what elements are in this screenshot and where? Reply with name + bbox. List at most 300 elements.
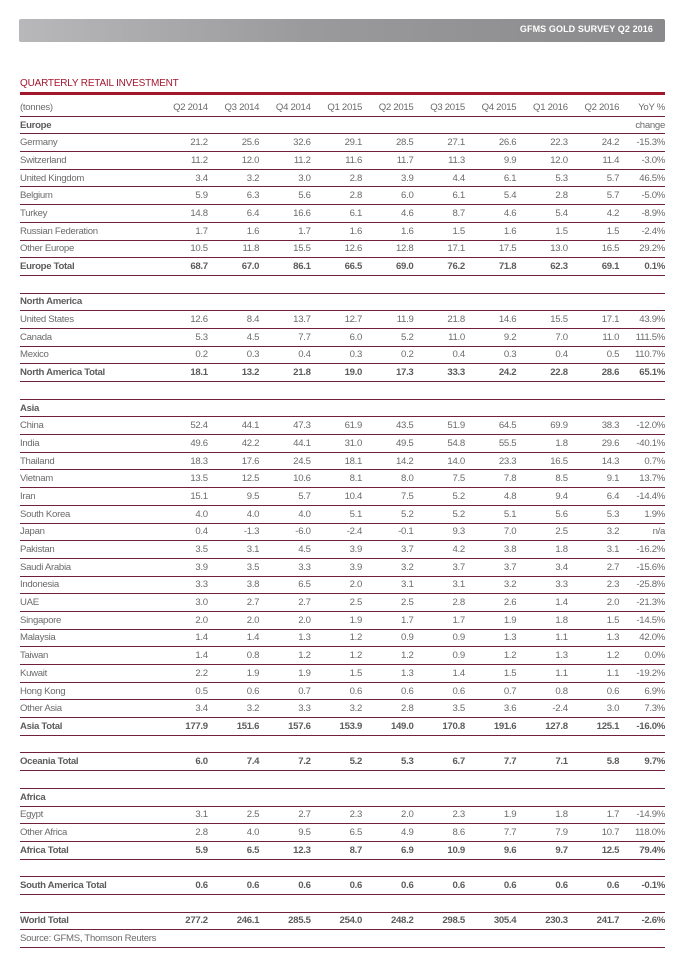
- row-label: North America Total: [20, 364, 156, 382]
- value-cell: 12.6: [311, 240, 362, 258]
- value-cell: 15.1: [156, 488, 207, 506]
- value-cell: 1.7: [413, 611, 464, 629]
- value-cell: 33.3: [413, 364, 464, 382]
- value-cell: 6.0: [362, 187, 413, 205]
- row-label: Vietnam: [20, 470, 156, 488]
- value-cell: 1.2: [362, 647, 413, 665]
- value-cell: 2.8: [516, 187, 567, 205]
- value-cell: 0.4: [413, 346, 464, 364]
- value-cell: 1.3: [568, 629, 619, 647]
- table-row: [20, 541, 665, 559]
- value-cell: 1.7: [259, 222, 310, 240]
- row-label: Other Asia: [20, 700, 156, 718]
- value-cell: 5.8: [568, 753, 619, 771]
- value-cell: 5.2: [413, 505, 464, 523]
- table-row: [20, 558, 665, 576]
- value-cell: 2.8: [413, 594, 464, 612]
- value-cell: 4.5: [259, 541, 310, 559]
- value-cell: 5.1: [311, 505, 362, 523]
- empty-cell: [208, 788, 259, 806]
- value-cell: 3.5: [413, 700, 464, 718]
- value-cell: 5.7: [568, 187, 619, 205]
- value-cell: 44.1: [259, 435, 310, 453]
- value-cell: 5.2: [362, 505, 413, 523]
- empty-cell: [619, 788, 665, 806]
- row-label: Russian Federation: [20, 222, 156, 240]
- value-cell: 3.9: [156, 558, 207, 576]
- value-cell: 1.6: [362, 222, 413, 240]
- unit-label: (tonnes): [20, 99, 156, 116]
- yoy-cell: -16.0%: [619, 718, 665, 736]
- value-cell: 6.5: [311, 824, 362, 842]
- value-cell: 3.4: [516, 558, 567, 576]
- value-cell: 0.3: [208, 346, 259, 364]
- row-label: Asia Total: [20, 718, 156, 736]
- value-cell: 1.4: [208, 629, 259, 647]
- value-cell: 17.1: [413, 240, 464, 258]
- value-cell: 8.7: [413, 205, 464, 223]
- value-cell: 2.7: [568, 558, 619, 576]
- table-row: [20, 824, 665, 842]
- value-cell: 3.9: [311, 541, 362, 559]
- value-cell: 1.1: [516, 665, 567, 683]
- empty-cell: [208, 116, 259, 134]
- empty-cell: [259, 293, 310, 311]
- row-label: Singapore: [20, 611, 156, 629]
- value-cell: 8.7: [311, 841, 362, 859]
- value-cell: 8.1: [311, 470, 362, 488]
- table-row: [20, 505, 665, 523]
- value-cell: 1.2: [465, 647, 516, 665]
- empty-cell: [259, 116, 310, 134]
- value-cell: 7.0: [465, 523, 516, 541]
- value-cell: 2.3: [568, 576, 619, 594]
- column-header: Q4 2014: [259, 99, 310, 116]
- value-cell: 12.5: [208, 470, 259, 488]
- empty-cell: [311, 293, 362, 311]
- value-cell: 1.1: [516, 629, 567, 647]
- column-header: Q4 2015: [465, 99, 516, 116]
- yoy-cell: -14.5%: [619, 611, 665, 629]
- value-cell: 2.6: [465, 594, 516, 612]
- yoy-cell: -5.0%: [619, 187, 665, 205]
- value-cell: 5.6: [516, 505, 567, 523]
- value-cell: 1.3: [259, 629, 310, 647]
- value-cell: 22.3: [516, 134, 567, 152]
- empty-cell: [516, 293, 567, 311]
- empty-cell: [619, 293, 665, 311]
- value-cell: 0.7: [259, 682, 310, 700]
- value-cell: 31.0: [311, 435, 362, 453]
- yoy-cell: 118.0%: [619, 824, 665, 842]
- value-cell: 5.3: [568, 505, 619, 523]
- column-header: Q2 2015: [362, 99, 413, 116]
- empty-cell: [362, 788, 413, 806]
- value-cell: 0.6: [465, 877, 516, 895]
- value-cell: 0.5: [568, 346, 619, 364]
- value-cell: 1.5: [516, 222, 567, 240]
- table-row: [20, 152, 665, 170]
- spacer-row: [20, 735, 665, 753]
- value-cell: 49.6: [156, 435, 207, 453]
- empty-cell: [465, 116, 516, 134]
- value-cell: 1.6: [208, 222, 259, 240]
- empty-cell: [568, 788, 619, 806]
- value-cell: 1.8: [516, 611, 567, 629]
- row-label: South Korea: [20, 505, 156, 523]
- region-label: Asia: [20, 399, 156, 417]
- empty-cell: [516, 116, 567, 134]
- value-cell: 1.8: [516, 435, 567, 453]
- value-cell: 3.6: [465, 700, 516, 718]
- value-cell: 3.0: [156, 594, 207, 612]
- value-cell: 4.4: [413, 169, 464, 187]
- yoy-cell: -21.3%: [619, 594, 665, 612]
- spacer-cell: [20, 894, 665, 912]
- region-label: Africa: [20, 788, 156, 806]
- value-cell: 68.7: [156, 258, 207, 276]
- value-cell: 66.5: [311, 258, 362, 276]
- table-row: [20, 647, 665, 665]
- value-cell: 11.9: [362, 311, 413, 329]
- empty-cell: [516, 399, 567, 417]
- value-cell: 11.0: [568, 328, 619, 346]
- value-cell: 1.3: [362, 665, 413, 683]
- value-cell: 11.4: [568, 152, 619, 170]
- value-cell: 0.3: [311, 346, 362, 364]
- spacer-cell: [20, 771, 665, 789]
- empty-cell: [362, 399, 413, 417]
- value-cell: 16.6: [259, 205, 310, 223]
- value-cell: 0.6: [413, 682, 464, 700]
- world-total-row: [20, 912, 665, 930]
- empty-cell: [311, 788, 362, 806]
- value-cell: 7.9: [516, 824, 567, 842]
- value-cell: 1.5: [568, 611, 619, 629]
- value-cell: 241.7: [568, 912, 619, 930]
- yoy-subheader: change: [619, 116, 665, 134]
- value-cell: 3.5: [208, 558, 259, 576]
- row-label: Saudi Arabia: [20, 558, 156, 576]
- row-label: Africa Total: [20, 841, 156, 859]
- value-cell: 17.3: [362, 364, 413, 382]
- header-banner: [19, 19, 665, 42]
- value-cell: 1.6: [311, 222, 362, 240]
- value-cell: 1.2: [568, 647, 619, 665]
- value-cell: 3.1: [568, 541, 619, 559]
- value-cell: 1.7: [156, 222, 207, 240]
- yoy-cell: 46.5%: [619, 169, 665, 187]
- value-cell: 55.5: [465, 435, 516, 453]
- yoy-cell: 1.9%: [619, 505, 665, 523]
- value-cell: 1.2: [311, 647, 362, 665]
- value-cell: 11.0: [413, 328, 464, 346]
- value-cell: 69.9: [516, 417, 567, 435]
- oceania-total-row: [20, 753, 665, 771]
- value-cell: 3.7: [465, 558, 516, 576]
- value-cell: 21.2: [156, 134, 207, 152]
- yoy-cell: -14.9%: [619, 806, 665, 824]
- value-cell: 285.5: [259, 912, 310, 930]
- value-cell: 69.1: [568, 258, 619, 276]
- value-cell: 14.0: [413, 452, 464, 470]
- value-cell: 61.9: [311, 417, 362, 435]
- spacer-row: [20, 771, 665, 789]
- value-cell: 0.5: [156, 682, 207, 700]
- empty-cell: [619, 399, 665, 417]
- value-cell: 10.4: [311, 488, 362, 506]
- value-cell: 3.2: [568, 523, 619, 541]
- value-cell: 76.2: [413, 258, 464, 276]
- row-label: Other Europe: [20, 240, 156, 258]
- value-cell: 16.5: [516, 452, 567, 470]
- yoy-cell: -15.6%: [619, 558, 665, 576]
- row-label: Canada: [20, 328, 156, 346]
- value-cell: 0.2: [156, 346, 207, 364]
- yoy-cell: -14.4%: [619, 488, 665, 506]
- value-cell: 3.7: [362, 541, 413, 559]
- value-cell: 2.5: [311, 594, 362, 612]
- value-cell: 3.3: [516, 576, 567, 594]
- value-cell: 24.2: [465, 364, 516, 382]
- value-cell: 1.4: [156, 647, 207, 665]
- value-cell: 1.5: [311, 665, 362, 683]
- spacer-row: [20, 894, 665, 912]
- value-cell: 277.2: [156, 912, 207, 930]
- empty-cell: [156, 116, 207, 134]
- yoy-cell: -12.0%: [619, 417, 665, 435]
- value-cell: 1.4: [413, 665, 464, 683]
- value-cell: 2.0: [208, 611, 259, 629]
- value-cell: -0.1: [362, 523, 413, 541]
- value-cell: 6.9: [362, 841, 413, 859]
- value-cell: 1.9: [259, 665, 310, 683]
- value-cell: 28.5: [362, 134, 413, 152]
- yoy-cell: 42.0%: [619, 629, 665, 647]
- value-cell: 11.8: [208, 240, 259, 258]
- empty-cell: [311, 399, 362, 417]
- value-cell: 3.3: [259, 558, 310, 576]
- empty-cell: [465, 399, 516, 417]
- source-row: [20, 930, 665, 948]
- value-cell: 43.5: [362, 417, 413, 435]
- value-cell: 2.5: [516, 523, 567, 541]
- value-cell: 0.6: [311, 877, 362, 895]
- row-label: India: [20, 435, 156, 453]
- row-label: Malaysia: [20, 629, 156, 647]
- spacer-row: [20, 275, 665, 293]
- row-label: Egypt: [20, 806, 156, 824]
- value-cell: 27.1: [413, 134, 464, 152]
- table-row: [20, 311, 665, 329]
- empty-cell: [465, 293, 516, 311]
- report-title: GFMS GOLD SURVEY Q2 2016: [519, 24, 653, 34]
- value-cell: 10.5: [156, 240, 207, 258]
- region-header-asia: [20, 399, 665, 417]
- value-cell: 6.3: [208, 187, 259, 205]
- value-cell: 3.1: [208, 541, 259, 559]
- value-cell: 1.4: [156, 629, 207, 647]
- value-cell: 230.3: [516, 912, 567, 930]
- value-cell: 6.5: [208, 841, 259, 859]
- value-cell: 13.5: [156, 470, 207, 488]
- row-label: Iran: [20, 488, 156, 506]
- yoy-cell: 0.7%: [619, 452, 665, 470]
- value-cell: 0.9: [362, 629, 413, 647]
- value-cell: 2.5: [208, 806, 259, 824]
- value-cell: 24.2: [568, 134, 619, 152]
- spacer-cell: [20, 275, 665, 293]
- empty-cell: [362, 116, 413, 134]
- value-cell: 9.5: [208, 488, 259, 506]
- value-cell: 7.7: [465, 824, 516, 842]
- value-cell: 5.9: [156, 841, 207, 859]
- value-cell: 0.6: [568, 682, 619, 700]
- yoy-cell: -25.8%: [619, 576, 665, 594]
- table-row: [20, 240, 665, 258]
- value-cell: 7.4: [208, 753, 259, 771]
- value-cell: 0.3: [465, 346, 516, 364]
- empty-cell: [413, 788, 464, 806]
- yoy-cell: n/a: [619, 523, 665, 541]
- value-cell: 4.2: [568, 205, 619, 223]
- row-label: Japan: [20, 523, 156, 541]
- value-cell: 9.7: [516, 841, 567, 859]
- value-cell: 191.6: [465, 718, 516, 736]
- empty-cell: [568, 293, 619, 311]
- value-cell: 4.0: [208, 505, 259, 523]
- value-cell: 0.6: [208, 877, 259, 895]
- value-cell: 1.5: [465, 665, 516, 683]
- yoy-cell: -16.2%: [619, 541, 665, 559]
- value-cell: 2.8: [156, 824, 207, 842]
- value-cell: 6.0: [156, 753, 207, 771]
- value-cell: 26.6: [465, 134, 516, 152]
- value-cell: 1.4: [516, 594, 567, 612]
- yoy-cell: 29.2%: [619, 240, 665, 258]
- value-cell: 0.6: [208, 682, 259, 700]
- empty-cell: [568, 399, 619, 417]
- value-cell: 5.2: [413, 488, 464, 506]
- value-cell: 157.6: [259, 718, 310, 736]
- table-row: [20, 665, 665, 683]
- south-america-total-row: [20, 877, 665, 895]
- row-label: United Kingdom: [20, 169, 156, 187]
- value-cell: 0.6: [413, 877, 464, 895]
- empty-cell: [259, 788, 310, 806]
- value-cell: 2.7: [259, 594, 310, 612]
- empty-cell: [156, 293, 207, 311]
- table-row: [20, 594, 665, 612]
- value-cell: 2.3: [413, 806, 464, 824]
- value-cell: 3.2: [311, 700, 362, 718]
- region-label: North America: [20, 293, 156, 311]
- value-cell: 7.5: [413, 470, 464, 488]
- value-cell: 10.7: [568, 824, 619, 842]
- value-cell: 9.6: [465, 841, 516, 859]
- value-cell: 47.3: [259, 417, 310, 435]
- column-header: Q2 2014: [156, 99, 207, 116]
- row-label: South America Total: [20, 877, 156, 895]
- value-cell: 9.3: [413, 523, 464, 541]
- value-cell: 18.3: [156, 452, 207, 470]
- value-cell: 22.8: [516, 364, 567, 382]
- value-cell: 6.1: [465, 169, 516, 187]
- value-cell: -6.0: [259, 523, 310, 541]
- value-cell: 2.8: [311, 187, 362, 205]
- value-cell: 0.9: [413, 647, 464, 665]
- region-header-europe: [20, 116, 665, 134]
- value-cell: 0.9: [413, 629, 464, 647]
- value-cell: 5.9: [156, 187, 207, 205]
- value-cell: 9.9: [465, 152, 516, 170]
- value-cell: 51.9: [413, 417, 464, 435]
- value-cell: 24.5: [259, 452, 310, 470]
- table-row: [20, 700, 665, 718]
- empty-cell: [208, 293, 259, 311]
- table-row: [20, 346, 665, 364]
- title-rule: [20, 92, 665, 95]
- value-cell: 54.8: [413, 435, 464, 453]
- empty-cell: [156, 788, 207, 806]
- value-cell: 8.5: [516, 470, 567, 488]
- value-cell: 12.7: [311, 311, 362, 329]
- value-cell: 1.1: [568, 665, 619, 683]
- spacer-cell: [20, 382, 665, 400]
- value-cell: 4.0: [259, 505, 310, 523]
- value-cell: 1.9: [465, 611, 516, 629]
- value-cell: -2.4: [311, 523, 362, 541]
- value-cell: 25.6: [208, 134, 259, 152]
- table-row: [20, 169, 665, 187]
- value-cell: 1.9: [465, 806, 516, 824]
- row-label: Other Africa: [20, 824, 156, 842]
- table-row: [20, 417, 665, 435]
- value-cell: -2.4: [516, 700, 567, 718]
- value-cell: 19.0: [311, 364, 362, 382]
- empty-cell: [465, 788, 516, 806]
- value-cell: 9.2: [465, 328, 516, 346]
- value-cell: 2.8: [311, 169, 362, 187]
- value-cell: 3.2: [465, 576, 516, 594]
- column-header: Q2 2016: [568, 99, 619, 116]
- spacer-cell: [20, 859, 665, 877]
- region-label: Europe: [20, 116, 156, 134]
- value-cell: 14.2: [362, 452, 413, 470]
- value-cell: 71.8: [465, 258, 516, 276]
- value-cell: 7.7: [259, 328, 310, 346]
- value-cell: 1.9: [208, 665, 259, 683]
- value-cell: 6.5: [259, 576, 310, 594]
- row-label: Switzerland: [20, 152, 156, 170]
- value-cell: 18.1: [156, 364, 207, 382]
- value-cell: 4.0: [208, 824, 259, 842]
- value-cell: 177.9: [156, 718, 207, 736]
- value-cell: 2.0: [259, 611, 310, 629]
- value-cell: 1.3: [516, 647, 567, 665]
- value-cell: 0.6: [156, 877, 207, 895]
- value-cell: 38.3: [568, 417, 619, 435]
- value-cell: 11.2: [259, 152, 310, 170]
- value-cell: 3.1: [362, 576, 413, 594]
- value-cell: 4.2: [413, 541, 464, 559]
- value-cell: 3.3: [259, 700, 310, 718]
- value-cell: 4.6: [362, 205, 413, 223]
- table-row: [20, 470, 665, 488]
- table-row: [20, 576, 665, 594]
- value-cell: 5.3: [362, 753, 413, 771]
- value-cell: 2.7: [208, 594, 259, 612]
